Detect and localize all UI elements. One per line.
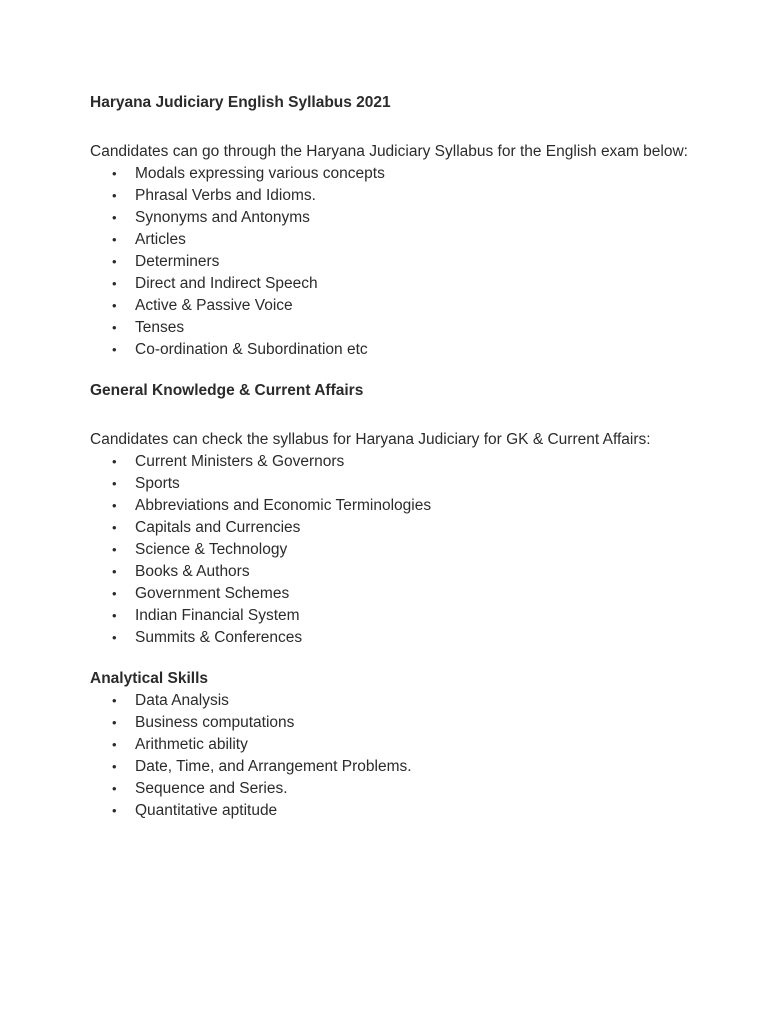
bullet-icon: • bbox=[112, 542, 117, 557]
bullet-icon: • bbox=[112, 564, 117, 579]
section-heading-gk: General Knowledge & Current Affairs bbox=[90, 382, 364, 399]
list-item-text: Arithmetic ability bbox=[135, 736, 248, 753]
list-item bbox=[90, 185, 690, 207]
list-item bbox=[90, 583, 690, 605]
list-item-text: Tenses bbox=[135, 319, 185, 336]
bullet-icon: • bbox=[112, 498, 117, 513]
list-item bbox=[90, 251, 690, 273]
list-item bbox=[90, 778, 690, 800]
bullet-icon: • bbox=[112, 759, 117, 774]
bullet-icon: • bbox=[112, 254, 117, 269]
bullet-icon: • bbox=[112, 693, 117, 708]
bullet-icon: • bbox=[112, 586, 117, 601]
list-item-text: Articles bbox=[135, 231, 186, 248]
list-item-text: Synonyms and Antonyms bbox=[135, 209, 310, 226]
bullet-icon: • bbox=[112, 737, 117, 752]
list-item-text: Current Ministers & Governors bbox=[135, 453, 345, 470]
document-page bbox=[90, 92, 690, 822]
bullet-icon: • bbox=[112, 232, 117, 247]
bullet-icon: • bbox=[112, 476, 117, 491]
list-item-text: Summits & Conferences bbox=[135, 629, 303, 646]
section-heading-english: Haryana Judiciary English Syllabus 2021 bbox=[90, 94, 391, 111]
list-item bbox=[90, 163, 690, 185]
section-intro-gk: Candidates can check the syllabus for Haryana Judiciary for GK & Current Affairs: bbox=[90, 431, 651, 448]
list-item bbox=[90, 207, 690, 229]
bullet-icon: • bbox=[112, 276, 117, 291]
bullet-icon: • bbox=[112, 166, 117, 181]
list-item-text: Science & Technology bbox=[135, 541, 288, 558]
list-item-text: Date, Time, and Arrangement Problems. bbox=[135, 758, 412, 775]
list-item-text: Business computations bbox=[135, 714, 295, 731]
bullet-icon: • bbox=[112, 715, 117, 730]
list-item-text: Determiners bbox=[135, 253, 220, 270]
list-item bbox=[90, 627, 690, 649]
bullet-icon: • bbox=[112, 188, 117, 203]
list-item-text: Co-ordination & Subordination etc bbox=[135, 341, 368, 358]
list-item bbox=[90, 339, 690, 361]
list-item bbox=[90, 229, 690, 251]
list-item-text: Sports bbox=[135, 475, 180, 492]
list-item-text: Abbreviations and Economic Terminologies bbox=[135, 497, 432, 514]
section-intro-english: Candidates can go through the Haryana Judiciary Syllabus for the English exam below: bbox=[90, 143, 688, 160]
list-item bbox=[90, 495, 690, 517]
bullet-icon: • bbox=[112, 298, 117, 313]
list-item-text: Capitals and Currencies bbox=[135, 519, 301, 536]
list-item-text: Active & Passive Voice bbox=[135, 297, 293, 314]
list-item-text: Direct and Indirect Speech bbox=[135, 275, 318, 292]
bullet-icon: • bbox=[112, 520, 117, 535]
list-item bbox=[90, 756, 690, 778]
section-heading-analytical: Analytical Skills bbox=[90, 670, 209, 687]
list-item bbox=[90, 517, 690, 539]
list-item-text: Indian Financial System bbox=[135, 607, 300, 624]
bullet-icon: • bbox=[112, 803, 117, 818]
list-item bbox=[90, 451, 690, 473]
list-item bbox=[90, 712, 690, 734]
list-item bbox=[90, 317, 690, 339]
list-item bbox=[90, 539, 690, 561]
list-item-text: Government Schemes bbox=[135, 585, 290, 602]
list-item bbox=[90, 295, 690, 317]
bullet-icon: • bbox=[112, 320, 117, 335]
english-topic-list bbox=[90, 163, 690, 361]
bullet-icon: • bbox=[112, 781, 117, 796]
list-item bbox=[90, 473, 690, 495]
gk-topic-list bbox=[90, 451, 690, 649]
list-item bbox=[90, 800, 690, 822]
list-item bbox=[90, 561, 690, 583]
bullet-icon: • bbox=[112, 210, 117, 225]
list-item bbox=[90, 690, 690, 712]
list-item bbox=[90, 273, 690, 295]
list-item-text: Phrasal Verbs and Idioms. bbox=[135, 187, 316, 204]
list-item-text: Quantitative aptitude bbox=[135, 802, 278, 819]
list-item bbox=[90, 734, 690, 756]
bullet-icon: • bbox=[112, 608, 117, 623]
bullet-icon: • bbox=[112, 630, 117, 645]
list-item-text: Modals expressing various concepts bbox=[135, 165, 385, 182]
list-item-text: Books & Authors bbox=[135, 563, 250, 580]
list-item-text: Sequence and Series. bbox=[135, 780, 288, 797]
bullet-icon: • bbox=[112, 454, 117, 469]
bullet-icon: • bbox=[112, 342, 117, 357]
list-item bbox=[90, 605, 690, 627]
list-item-text: Data Analysis bbox=[135, 692, 229, 709]
analytical-topic-list bbox=[90, 690, 690, 822]
